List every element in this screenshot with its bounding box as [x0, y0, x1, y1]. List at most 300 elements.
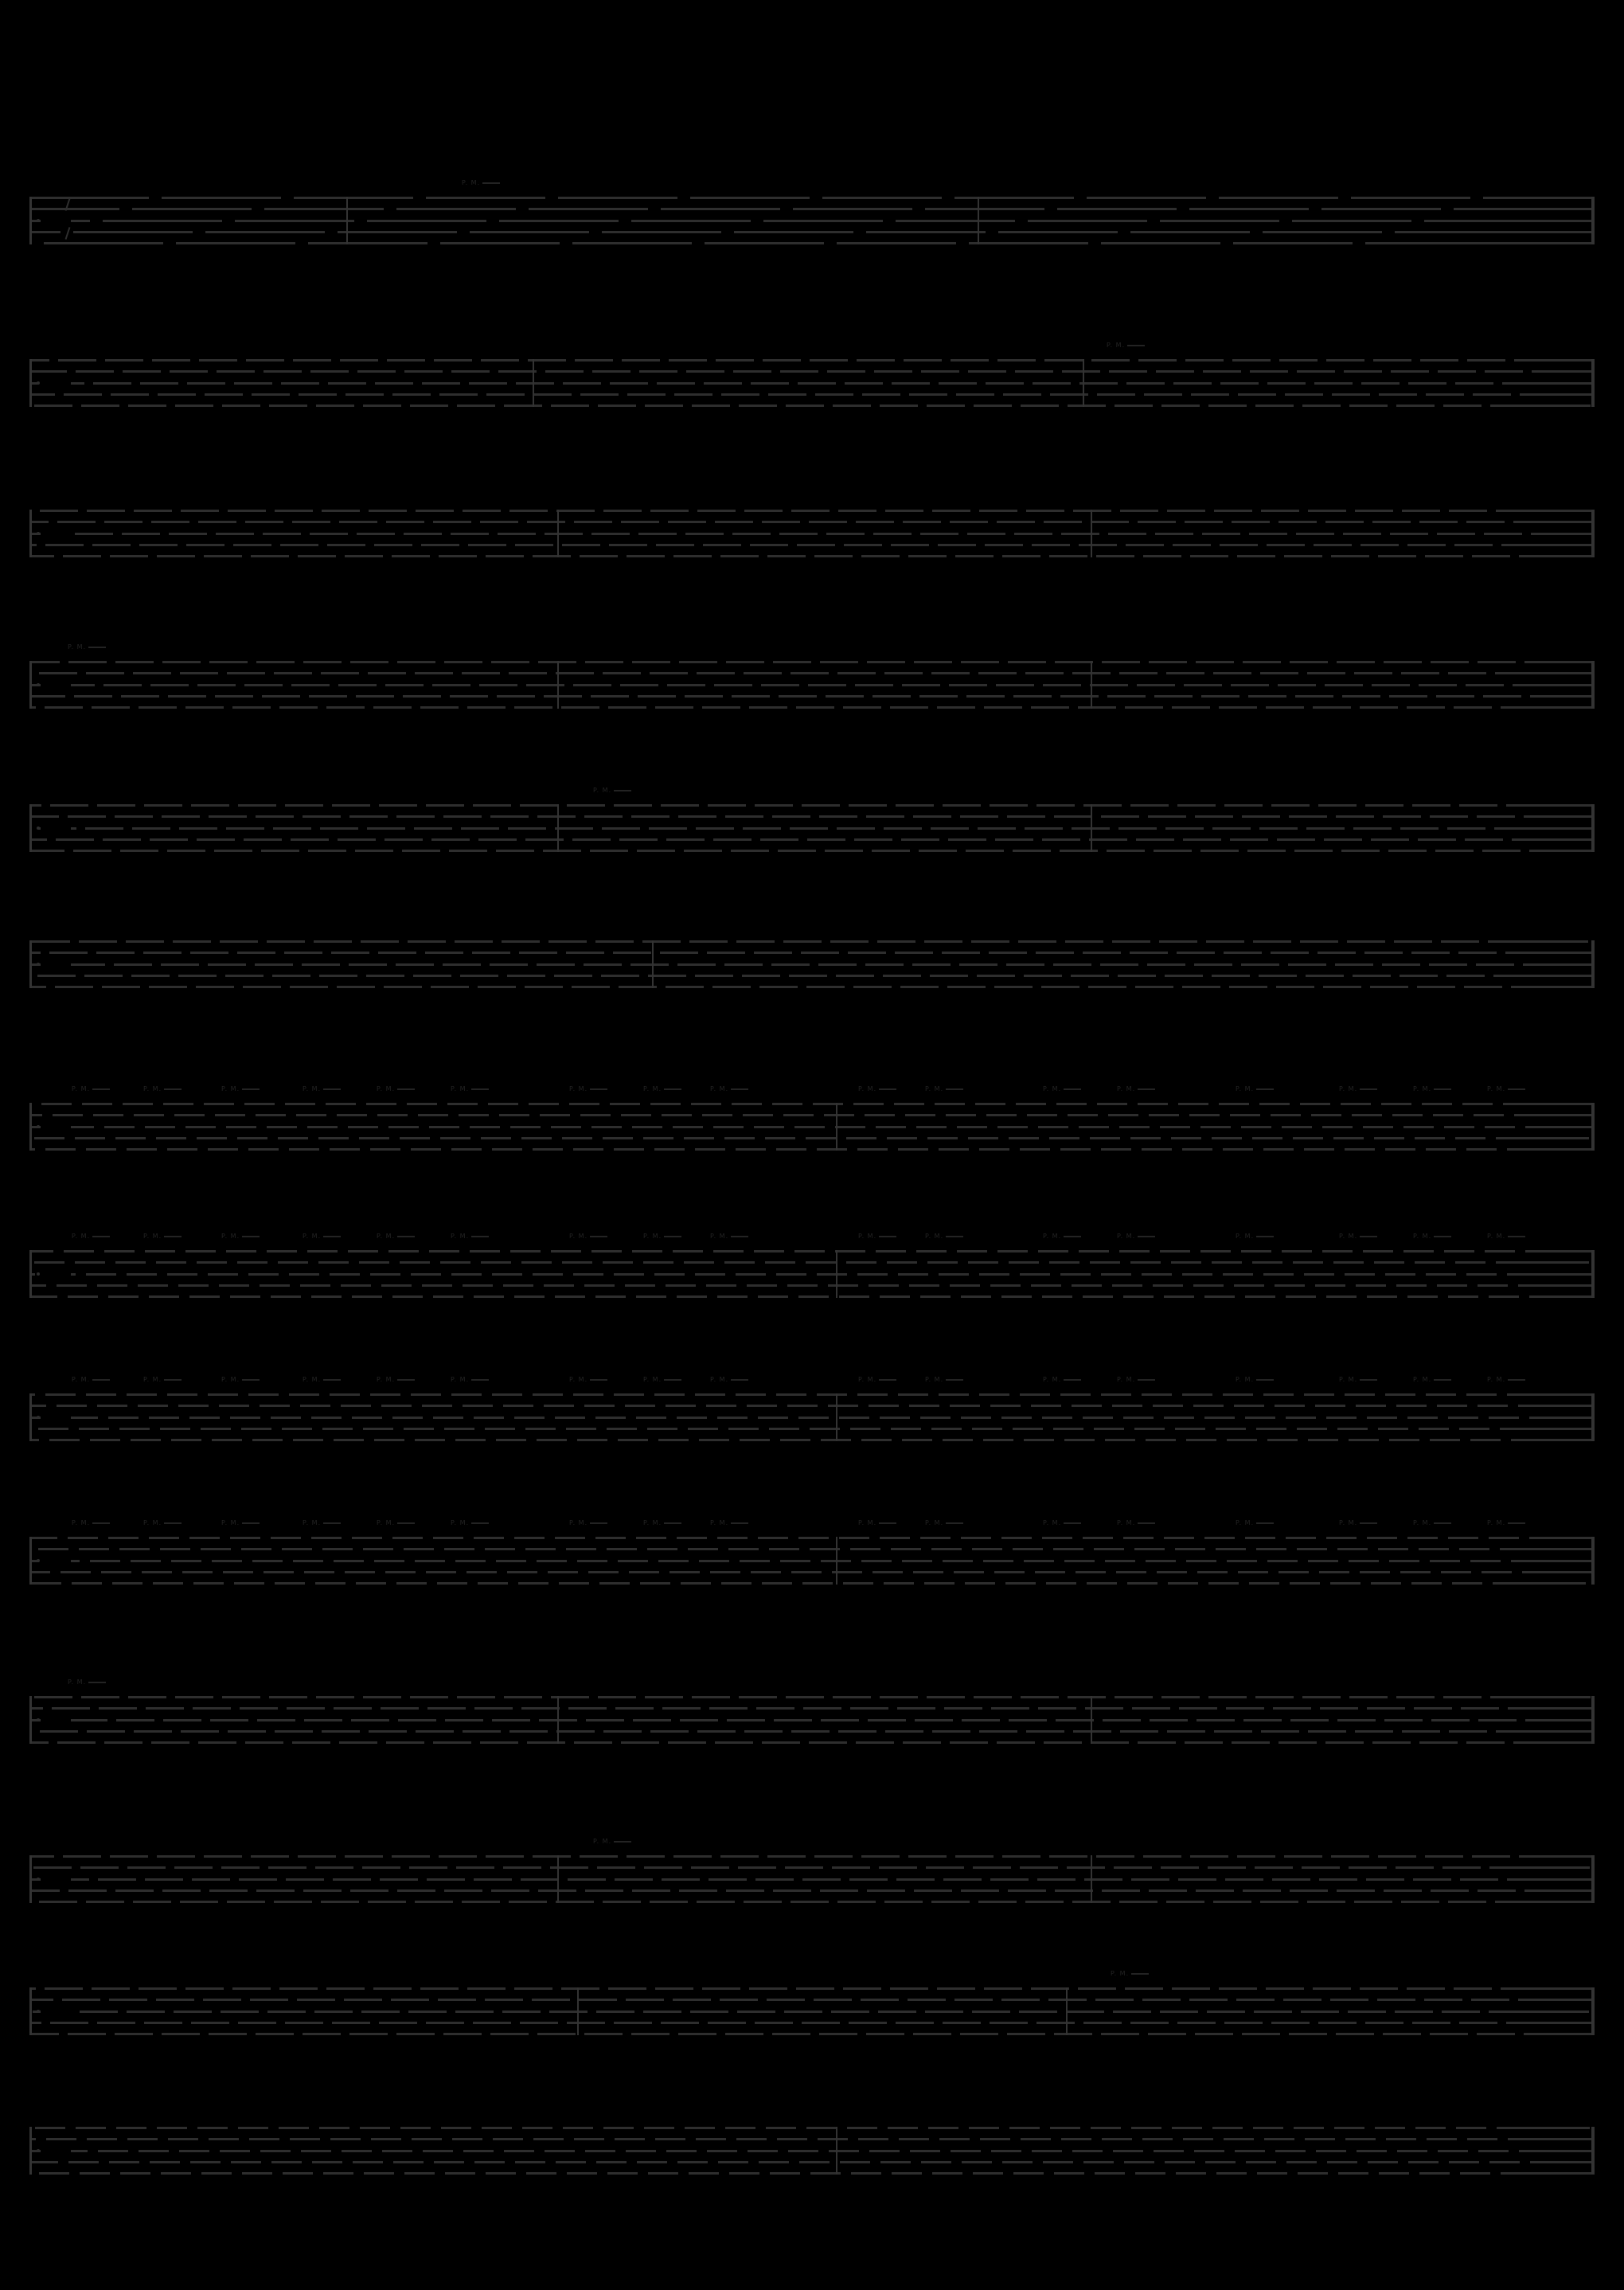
- clef-dot: [37, 381, 40, 385]
- pm-marker: [1236, 1376, 1274, 1384]
- pm-marker-label: P. M.: [710, 1376, 729, 1383]
- pm-marker-dash: [397, 1088, 415, 1090]
- pm-marker-dash: [1256, 1522, 1274, 1524]
- staff-line: [29, 1987, 1595, 1990]
- pm-marker-dash: [879, 1379, 896, 1381]
- pm-marker: [72, 1233, 110, 1241]
- pm-marker-dash: [242, 1379, 260, 1381]
- staff-line: [29, 1103, 1595, 1105]
- pm-marker: [1117, 1085, 1155, 1093]
- pm-marker-dash: [1360, 1236, 1377, 1237]
- pm-marker-dash: [1064, 1236, 1081, 1237]
- pm-marker-label: P. M.: [72, 1233, 91, 1240]
- pm-marker-label: P. M.: [451, 1233, 470, 1240]
- pm-marker-label: P. M.: [858, 1085, 877, 1092]
- pm-marker-label: P. M.: [143, 1233, 162, 1240]
- staff-system: [29, 1103, 1595, 1151]
- clef-dot: [37, 1272, 40, 1276]
- pm-marker-dash: [1127, 345, 1145, 346]
- pm-marker-label: P. M.: [221, 1519, 240, 1526]
- clef-gap: [41, 2010, 71, 2014]
- clef-dot: [37, 532, 40, 535]
- staff-line: [29, 220, 1595, 222]
- pm-marker-label: P. M.: [1487, 1376, 1506, 1383]
- pm-marker-dash: [1508, 1522, 1525, 1524]
- pm-marker-label: P. M.: [377, 1519, 396, 1526]
- pm-marker: [72, 1085, 110, 1093]
- pm-marker-dash: [1434, 1522, 1451, 1524]
- clef-dot: [37, 2149, 40, 2152]
- system-end-barline: [1591, 1987, 1595, 2035]
- system-start-barline: [29, 1696, 32, 1744]
- staff-line: [29, 1855, 1595, 1858]
- pm-marker-label: P. M.: [451, 1376, 470, 1383]
- pm-marker-label: P. M.: [858, 1233, 877, 1240]
- pm-marker-dash: [1064, 1522, 1081, 1524]
- pm-marker-dash: [1064, 1379, 1081, 1381]
- staff-line: [29, 1393, 1595, 1396]
- pm-marker-dash: [946, 1088, 963, 1090]
- pm-marker-dash: [92, 1522, 110, 1524]
- pm-marker-dash: [397, 1236, 415, 1237]
- clef-gap: [41, 1125, 71, 1129]
- pm-marker: [1043, 1376, 1081, 1384]
- pm-marker-dash: [946, 1379, 963, 1381]
- pm-marker: [72, 1376, 110, 1384]
- staff-line: [29, 850, 1595, 852]
- pm-marker: [1043, 1519, 1081, 1527]
- system-start-barline: [29, 1103, 32, 1151]
- pm-marker: [710, 1085, 748, 1093]
- clef-dot: [37, 1878, 40, 1881]
- pm-marker: [858, 1519, 896, 1527]
- barline: [836, 2127, 837, 2175]
- staff-line: [29, 804, 1595, 807]
- system-end-barline: [1591, 804, 1595, 852]
- pm-marker-dash: [1360, 1379, 1377, 1381]
- pm-marker-label: P. M.: [1339, 1233, 1358, 1240]
- clef-gap: [41, 1559, 71, 1563]
- pm-marker-label: P. M.: [1117, 1085, 1136, 1092]
- pm-marker-dash: [614, 1841, 631, 1843]
- pm-marker-dash: [164, 1236, 182, 1237]
- pm-marker-label: P. M.: [858, 1519, 877, 1526]
- staff-line: [29, 1126, 1595, 1128]
- pm-marker: [593, 787, 631, 795]
- staff-line: [29, 1741, 1595, 1744]
- pm-marker-label: P. M.: [1339, 1519, 1358, 1526]
- system-start-barline: [29, 2127, 32, 2175]
- staff-line: [29, 2138, 1595, 2140]
- staff-line: [29, 1148, 1595, 1151]
- barline: [1083, 359, 1084, 407]
- pm-marker-dash: [1138, 1088, 1155, 1090]
- staff-system: [29, 197, 1595, 244]
- staff-line: [29, 555, 1595, 557]
- pm-marker-dash: [242, 1236, 260, 1237]
- pm-marker-label: P. M.: [569, 1519, 588, 1526]
- pm-marker-label: P. M.: [593, 787, 612, 794]
- clef-gap: [41, 381, 71, 385]
- pm-marker-label: P. M.: [377, 1233, 396, 1240]
- pm-marker: [1107, 342, 1145, 350]
- system-start-barline: [29, 804, 32, 852]
- system-start-barline: [29, 510, 32, 557]
- staff-line: [29, 975, 1595, 977]
- pm-marker-dash: [323, 1522, 341, 1524]
- pm-marker-dash: [88, 647, 106, 648]
- pm-marker: [1111, 1970, 1149, 1978]
- pm-marker-dash: [471, 1522, 489, 1524]
- clef-gap: [41, 1878, 71, 1882]
- pm-marker-dash: [397, 1522, 415, 1524]
- staff-system: [29, 661, 1595, 709]
- pm-marker-label: P. M.: [858, 1376, 877, 1383]
- staff-line: [29, 827, 1595, 830]
- pm-marker-label: P. M.: [303, 1376, 322, 1383]
- staff-line: [29, 2127, 1595, 2129]
- pm-marker: [377, 1376, 415, 1384]
- staff-line: [29, 544, 1595, 546]
- system-end-barline: [1591, 661, 1595, 709]
- pm-marker: [569, 1233, 607, 1241]
- pm-marker: [1043, 1085, 1081, 1093]
- pm-marker-dash: [1360, 1522, 1377, 1524]
- pm-marker-label: P. M.: [68, 1678, 87, 1686]
- barline: [1091, 804, 1092, 852]
- staff-line: [29, 1273, 1595, 1276]
- pm-marker-label: P. M.: [1043, 1085, 1062, 1092]
- pm-marker: [643, 1233, 681, 1241]
- pm-marker: [303, 1085, 341, 1093]
- pm-marker-label: P. M.: [1236, 1233, 1255, 1240]
- pm-marker-dash: [92, 1379, 110, 1381]
- pm-marker-dash: [1138, 1236, 1155, 1237]
- staff-system: [29, 1537, 1595, 1585]
- barline: [836, 1250, 837, 1298]
- barline: [836, 1537, 837, 1585]
- pm-marker-dash: [1434, 1088, 1451, 1090]
- system-end-barline: [1591, 359, 1595, 407]
- staff-line: [29, 2161, 1595, 2163]
- pm-marker: [143, 1085, 182, 1093]
- clef-gap: [41, 219, 71, 223]
- system-end-barline: [1591, 510, 1595, 557]
- pm-marker: [925, 1376, 963, 1384]
- pm-marker: [593, 1838, 631, 1846]
- pm-marker-label: P. M.: [221, 1233, 240, 1240]
- pm-marker-label: P. M.: [143, 1519, 162, 1526]
- staff-line: [29, 1295, 1595, 1298]
- pm-marker: [1117, 1519, 1155, 1527]
- pm-marker-dash: [242, 1088, 260, 1090]
- pm-marker: [710, 1233, 748, 1241]
- staff-line: [29, 1537, 1595, 1539]
- pm-marker: [377, 1519, 415, 1527]
- barline: [1066, 1987, 1068, 2035]
- pm-marker: [1339, 1085, 1377, 1093]
- staff-system: [29, 2127, 1595, 2175]
- pm-marker-label: P. M.: [1043, 1233, 1062, 1240]
- pm-marker-label: P. M.: [1413, 1376, 1432, 1383]
- staff-line: [29, 986, 1595, 988]
- pm-marker: [1487, 1233, 1525, 1241]
- pm-marker-label: P. M.: [1236, 1376, 1255, 1383]
- clef-dot: [37, 1718, 40, 1721]
- pm-marker-label: P. M.: [1339, 1376, 1358, 1383]
- staff-line: [29, 1284, 1595, 1287]
- pm-marker-label: P. M.: [72, 1085, 91, 1092]
- staff-line: [29, 242, 1595, 244]
- staff-line: [29, 838, 1595, 841]
- pm-marker-dash: [92, 1088, 110, 1090]
- staff-system: [29, 1250, 1595, 1298]
- pm-marker-label: P. M.: [377, 1085, 396, 1092]
- staff-line: [29, 1707, 1595, 1710]
- staff-system: [29, 1855, 1595, 1903]
- staff-line: [29, 2150, 1595, 2152]
- pm-marker-dash: [88, 1682, 106, 1683]
- staff-line: [29, 1560, 1595, 1562]
- pm-marker-dash: [590, 1236, 607, 1237]
- staff-system: [29, 1696, 1595, 1744]
- system-end-barline: [1591, 1393, 1595, 1441]
- staff-line: [29, 382, 1595, 385]
- pm-marker-label: P. M.: [462, 179, 481, 186]
- clef-dot: [37, 1125, 40, 1128]
- pm-marker-label: P. M.: [1487, 1519, 1506, 1526]
- system-end-barline: [1591, 1696, 1595, 1744]
- pm-marker: [1339, 1376, 1377, 1384]
- pm-marker-dash: [1131, 1973, 1149, 1975]
- staff-line: [29, 1719, 1595, 1721]
- system-end-barline: [1591, 1537, 1595, 1585]
- system-end-barline: [1591, 940, 1595, 988]
- pm-marker-label: P. M.: [643, 1519, 662, 1526]
- staff-line: [29, 706, 1595, 709]
- clef-gap: [41, 1272, 71, 1276]
- staff-line: [29, 695, 1595, 698]
- pm-marker: [569, 1519, 607, 1527]
- pm-marker-label: P. M.: [1413, 1519, 1432, 1526]
- pm-marker: [1413, 1376, 1451, 1384]
- pm-marker-label: P. M.: [1107, 342, 1126, 349]
- pm-marker-label: P. M.: [925, 1085, 944, 1092]
- pm-marker: [303, 1376, 341, 1384]
- pm-marker-dash: [164, 1522, 182, 1524]
- system-end-barline: [1591, 1855, 1595, 1903]
- pm-marker-label: P. M.: [1413, 1085, 1432, 1092]
- clef-dot: [37, 963, 40, 966]
- pm-marker: [68, 643, 106, 651]
- pm-marker-dash: [1138, 1379, 1155, 1381]
- pm-marker-label: P. M.: [1487, 1085, 1506, 1092]
- pm-marker-dash: [397, 1379, 415, 1381]
- staff-line: [29, 963, 1595, 966]
- staff-line: [29, 359, 1595, 361]
- barline: [557, 510, 559, 557]
- pm-marker-dash: [731, 1522, 748, 1524]
- pm-marker-dash: [164, 1379, 182, 1381]
- staff-line: [29, 1250, 1595, 1252]
- clef-dot: [37, 219, 40, 222]
- barline: [836, 1103, 837, 1151]
- barline: [557, 804, 559, 852]
- staff-line: [29, 2033, 1595, 2035]
- staff-line: [29, 1548, 1595, 1550]
- pm-marker-label: P. M.: [221, 1085, 240, 1092]
- pm-marker-label: P. M.: [1043, 1519, 1062, 1526]
- pm-marker-dash: [92, 1236, 110, 1237]
- system-end-barline: [1591, 197, 1595, 244]
- clef-dot: [37, 683, 40, 686]
- system-start-barline: [29, 1855, 32, 1903]
- pm-marker-dash: [1256, 1379, 1274, 1381]
- staff-line: [29, 1730, 1595, 1733]
- staff-line: [29, 684, 1595, 686]
- staff-line: [29, 940, 1595, 943]
- pm-marker-label: P. M.: [68, 643, 87, 651]
- staff-system: [29, 940, 1595, 988]
- pm-marker: [303, 1233, 341, 1241]
- pm-marker-label: P. M.: [1236, 1519, 1255, 1526]
- pm-marker-label: P. M.: [72, 1519, 91, 1526]
- system-start-barline: [29, 661, 32, 709]
- pm-marker: [925, 1519, 963, 1527]
- staff-line: [29, 208, 1595, 210]
- pm-marker: [858, 1085, 896, 1093]
- pm-marker: [858, 1233, 896, 1241]
- pm-marker-dash: [879, 1236, 896, 1237]
- system-start-barline: [29, 940, 32, 988]
- pm-marker-label: P. M.: [569, 1376, 588, 1383]
- pm-marker: [143, 1519, 182, 1527]
- pm-marker-label: P. M.: [303, 1233, 322, 1240]
- pm-marker-dash: [664, 1088, 681, 1090]
- pm-marker-label: P. M.: [143, 1376, 162, 1383]
- pm-marker-label: P. M.: [643, 1233, 662, 1240]
- pm-marker-dash: [731, 1236, 748, 1237]
- pm-marker: [1413, 1233, 1451, 1241]
- pm-marker: [1339, 1519, 1377, 1527]
- system-end-barline: [1591, 1250, 1595, 1298]
- pm-marker-dash: [1508, 1088, 1525, 1090]
- pm-marker: [1236, 1233, 1274, 1241]
- barline: [557, 661, 559, 709]
- pm-marker-label: P. M.: [1487, 1233, 1506, 1240]
- clef-gap: [41, 2149, 71, 2153]
- pm-marker: [451, 1519, 489, 1527]
- staff-system: [29, 359, 1595, 407]
- pm-marker-dash: [590, 1088, 607, 1090]
- pm-marker: [710, 1519, 748, 1527]
- pm-marker-dash: [614, 790, 631, 791]
- pm-marker-label: P. M.: [377, 1376, 396, 1383]
- staff-line: [29, 521, 1595, 523]
- barline: [577, 1987, 579, 2035]
- timesig-slash: [65, 228, 71, 240]
- pm-marker-dash: [879, 1522, 896, 1524]
- pm-marker-label: P. M.: [925, 1376, 944, 1383]
- pm-marker: [221, 1519, 260, 1527]
- barline: [836, 1393, 837, 1441]
- pm-marker-label: P. M.: [221, 1376, 240, 1383]
- pm-marker-label: P. M.: [1117, 1519, 1136, 1526]
- pm-marker: [569, 1376, 607, 1384]
- staff-line: [29, 370, 1595, 373]
- pm-marker-dash: [1434, 1379, 1451, 1381]
- pm-marker-label: P. M.: [925, 1233, 944, 1240]
- pm-marker: [221, 1085, 260, 1093]
- pm-marker-label: P. M.: [303, 1519, 322, 1526]
- barline: [652, 940, 654, 988]
- pm-marker-dash: [1256, 1088, 1274, 1090]
- system-start-barline: [29, 197, 32, 244]
- pm-marker: [303, 1519, 341, 1527]
- staff-line: [29, 1405, 1595, 1407]
- staff-line: [29, 393, 1595, 396]
- pm-marker: [1236, 1085, 1274, 1093]
- pm-marker-dash: [323, 1379, 341, 1381]
- pm-marker-dash: [879, 1088, 896, 1090]
- pm-marker-dash: [1508, 1379, 1525, 1381]
- pm-marker: [643, 1085, 681, 1093]
- pm-marker-dash: [1256, 1236, 1274, 1237]
- clef-dot: [37, 827, 40, 830]
- pm-marker: [1413, 1519, 1451, 1527]
- pm-marker-label: P. M.: [1339, 1085, 1358, 1092]
- staff-line: [29, 1582, 1595, 1585]
- pm-marker-dash: [471, 1379, 489, 1381]
- pm-marker-label: P. M.: [451, 1519, 470, 1526]
- pm-marker-dash: [1508, 1236, 1525, 1237]
- staff-line: [29, 1261, 1595, 1264]
- pm-marker-label: P. M.: [451, 1085, 470, 1092]
- pm-marker-dash: [323, 1088, 341, 1090]
- clef-gap: [41, 963, 71, 967]
- barline: [346, 197, 348, 244]
- pm-marker-dash: [1064, 1088, 1081, 1090]
- staff-line: [29, 231, 1595, 233]
- system-start-barline: [29, 1250, 32, 1298]
- pm-marker: [569, 1085, 607, 1093]
- barline: [557, 1855, 559, 1903]
- staff-line: [29, 1571, 1595, 1573]
- pm-marker-label: P. M.: [569, 1085, 588, 1092]
- staff-line: [29, 1114, 1595, 1116]
- staff-system: [29, 804, 1595, 852]
- pm-marker: [72, 1519, 110, 1527]
- pm-marker-label: P. M.: [143, 1085, 162, 1092]
- barline: [978, 197, 979, 244]
- pm-marker: [858, 1376, 896, 1384]
- clef-gap: [41, 532, 71, 536]
- pm-marker: [221, 1233, 260, 1241]
- pm-marker-label: P. M.: [303, 1085, 322, 1092]
- pm-marker-label: P. M.: [593, 1838, 612, 1845]
- pm-marker-dash: [731, 1088, 748, 1090]
- pm-marker: [643, 1519, 681, 1527]
- staff-line: [29, 1428, 1595, 1430]
- pm-marker-dash: [664, 1522, 681, 1524]
- pm-marker: [143, 1233, 182, 1241]
- pm-marker-dash: [242, 1522, 260, 1524]
- pm-marker: [1236, 1519, 1274, 1527]
- pm-marker-label: P. M.: [643, 1376, 662, 1383]
- barline: [557, 1696, 559, 1744]
- pm-marker: [451, 1376, 489, 1384]
- pm-marker: [1339, 1233, 1377, 1241]
